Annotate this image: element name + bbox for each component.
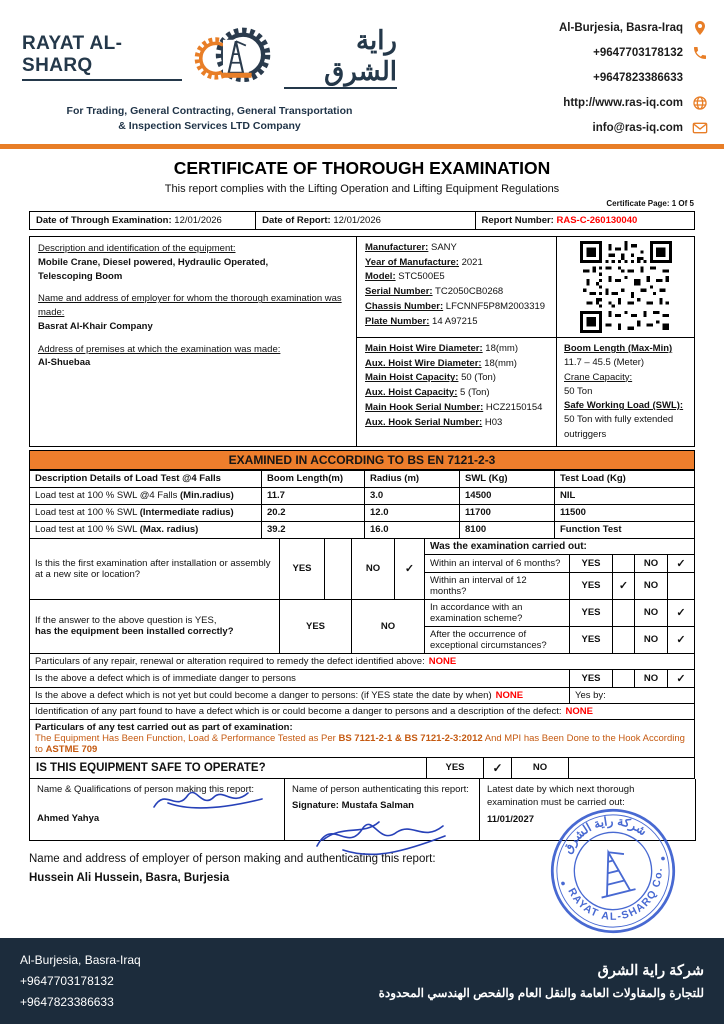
stamp-derrick-icon: [591, 848, 635, 898]
equipment-description-cell: [30, 237, 356, 446]
col-header-boom: Boom Length(m): [262, 470, 365, 487]
hoist-value: 50 (Ton): [461, 372, 496, 384]
spec-row: [365, 256, 548, 271]
load-desc-text: Load test at 100 % SWL: [35, 524, 140, 536]
load-radius: 3.0: [365, 487, 460, 504]
hoist-spec-list: [356, 337, 556, 446]
scheme-no-checkbox: ✓: [668, 600, 695, 627]
col-header-swl: SWL (Kg): [460, 470, 555, 487]
address-text: Al-Burjesia, Basra-Iraq: [559, 22, 683, 34]
test-seg2: BS 7121-2-1 & BS 7121-2-3:2012: [338, 732, 483, 744]
meta-table: [29, 211, 695, 230]
footer-address: Al-Burjesia, Basra-Iraq: [20, 952, 141, 967]
hoist-value: 5 (Ton): [460, 387, 490, 399]
boom-length-value: 11.7 – 45.5 (Meter): [564, 357, 645, 369]
scheme-yes-label: YES: [570, 600, 613, 627]
svg-text:شركة راية الشرق: [554, 804, 651, 858]
stamp-arabic-text: شركة راية الشرق: [560, 813, 650, 856]
report-maker-cell: [30, 779, 285, 841]
interval12-yes-checkbox: ✓: [613, 573, 635, 600]
authenticator-name: Signature: Mustafa Salman: [292, 800, 414, 812]
crane-capacity-value: 50 Ton: [564, 385, 593, 397]
hoist-label: Main Hook Serial Number:: [365, 401, 484, 413]
company-name-en: RAYAT AL-SHARQ: [22, 33, 182, 81]
load-desc: [30, 487, 262, 504]
load-desc: [30, 521, 262, 538]
website-link[interactable]: http://www.ras-iq.com: [563, 97, 683, 109]
company-logo-icon: [190, 14, 276, 100]
examined-banner: EXAMINED IN ACCORDING TO BS EN 7121-2-3: [29, 450, 695, 470]
next-examination-label: Latest date by which next thorough examination must be carried out:: [487, 783, 635, 809]
report-number-value: RAS-C-260130040: [556, 215, 638, 226]
load-desc-bold: (Min.radius): [180, 490, 234, 502]
certificate-title: CERTIFICATE OF THOROUGH EXAMINATION: [173, 158, 551, 178]
first-exam-no-label: NO: [352, 539, 395, 600]
scheme-yes-checkbox: [613, 600, 635, 627]
hoist-row: [365, 416, 548, 431]
contact-address-row: [559, 20, 708, 36]
phone1-text: +9647703178132: [593, 47, 683, 59]
load-test-row: [30, 504, 695, 521]
col-header-desc: Description Details of Load Test @4 Falls: [30, 470, 262, 487]
load-testload: Function Test: [555, 521, 695, 538]
equipment-desc-label: Description and identification of the equipment:: [38, 243, 236, 254]
equipment-desc-value-1: Mobile Crane, Diesel powered, Hydraulic Operated,: [38, 256, 269, 268]
logo-row: [22, 14, 397, 100]
boom-info-cell: [556, 337, 694, 446]
spec-row: [365, 270, 548, 285]
interval6-no-checkbox: ✓: [668, 555, 695, 573]
spec-value: TC2050CB0268: [435, 286, 504, 298]
question-installed-correctly: [30, 600, 280, 654]
interval6-yes-label: YES: [570, 555, 613, 573]
carried-out-header: Was the examination carried out:: [425, 539, 695, 555]
report-date-value: 12/01/2026: [333, 215, 381, 226]
swl-label: Safe Working Load (SWL):: [564, 400, 684, 411]
load-boom: 20.2: [262, 504, 365, 521]
future-danger-label: Is the above a defect which is not yet but could become a danger to persons: (if YES state the date by when): [35, 689, 492, 701]
test-seg3: And MPI has Been Done to the Hook According to: [35, 732, 685, 755]
footer-company-arabic: [379, 963, 704, 1000]
hoist-label: Aux. Hook Serial Number:: [365, 416, 483, 428]
hoist-row: [365, 401, 548, 416]
contact-phone2-row: [593, 70, 708, 86]
footer-contact: [20, 950, 141, 1013]
question-first-examination: Is this the first examination after installation or assembly at a new site or location?: [30, 539, 280, 600]
globe-icon: [692, 95, 708, 111]
hoist-label: Aux. Hoist Capacity:: [365, 387, 458, 399]
hoist-row: [365, 342, 548, 357]
test-particulars-value: [35, 733, 689, 755]
future-danger-question: [30, 688, 570, 704]
email-link[interactable]: info@ras-iq.com: [592, 122, 683, 134]
load-desc-bold: (Max. radius): [139, 524, 199, 536]
repair-particulars-value: NONE: [428, 655, 457, 667]
spec-label: Manufacturer:: [365, 242, 429, 253]
interval12-no-label: NO: [635, 573, 668, 600]
crane-capacity-label: Crane Capacity:: [564, 371, 633, 383]
footer: [0, 938, 724, 1024]
hoist-row: [365, 371, 548, 386]
spec-value: STC500E5: [398, 271, 445, 283]
load-test-header-row: [30, 470, 695, 487]
company-tagline: [22, 104, 397, 133]
load-radius: 12.0: [365, 504, 460, 521]
hoist-value: H03: [484, 416, 503, 428]
company-name-ar: راية الشرق: [284, 25, 397, 89]
load-test-table: [29, 470, 695, 539]
logo-block: [22, 14, 397, 136]
spec-value: 14 A97215: [432, 315, 478, 327]
next-examination-date: 11/01/2027: [487, 814, 535, 826]
safe-no-checkbox: [569, 758, 694, 778]
identification-label: Identification of any part found to have a defect which is or could become a danger to persons and a description of the defect:: [35, 705, 562, 717]
load-desc-text: Load test at 100 % SWL: [35, 507, 140, 519]
authenticator-label: Name of person authenticating this report:: [292, 783, 469, 795]
load-swl: 11700: [460, 504, 555, 521]
identification-value: NONE: [565, 705, 593, 717]
test-seg4: ASTME 709: [45, 743, 98, 755]
hoist-row: [365, 357, 548, 372]
footer-company-name-ar: شركة راية الشرق: [597, 962, 704, 979]
question-exam-scheme: In accordance with an examination scheme?: [425, 600, 570, 627]
spec-row: [365, 315, 548, 330]
spec-row: [365, 241, 548, 256]
certificate-page-number: Certificate Page: 1 Of 5: [606, 199, 694, 208]
load-swl: 8100: [460, 521, 555, 538]
test-particulars-label: Particulars of any test carried out as part of examination:: [35, 721, 293, 733]
col-header-testload: Test Load (Kg): [555, 470, 695, 487]
phone-icon: [692, 45, 708, 61]
future-danger-value: NONE: [495, 689, 524, 701]
certificate-subtitle: This report complies with the Lifting Operation and Lifting Equipment Regulations: [164, 183, 560, 195]
boom-length-label: Boom Length (Max-Min): [564, 343, 673, 354]
hoist-row: [365, 386, 548, 401]
exceptional-yes-checkbox: [613, 627, 635, 654]
qr-code: [580, 241, 672, 333]
authenticator-cell: [285, 779, 480, 841]
icon-spacer: [692, 70, 708, 86]
test-seg1: The Equipment Has Been Function, Load & Performance Tested as Per: [35, 732, 339, 744]
contact-website-row[interactable]: [563, 95, 708, 111]
phone2-text: +9647823386633: [593, 72, 683, 84]
report-date-label: Date of Report:: [262, 215, 331, 226]
report-maker-label: Name & Qualifications of person making this report:: [37, 783, 255, 795]
equipment-info-grid: [29, 236, 695, 447]
interval12-yes-label: YES: [570, 573, 613, 600]
immediate-yes-label: YES: [570, 670, 613, 688]
footer-tagline-ar: للتجارة والمقاولات العامة والنقل العام والفحص الهندسي المحدودة: [378, 985, 704, 1000]
load-desc: [30, 504, 262, 521]
exceptional-no-checkbox: ✓: [668, 627, 695, 654]
load-swl: 14500: [460, 487, 555, 504]
report-number-cell: [475, 212, 694, 230]
title-block: [0, 158, 724, 208]
spec-label: Plate Number:: [365, 315, 430, 327]
employer-value: Basrat Al-Khair Company: [38, 320, 153, 332]
interval6-yes-checkbox: [613, 555, 635, 573]
report-maker-name: Ahmed Yahya: [37, 813, 100, 825]
spec-row: [365, 285, 548, 300]
immediate-no-label: NO: [635, 670, 668, 688]
immediate-no-checkbox: ✓: [668, 670, 695, 688]
spec-label: Year of Manufacture:: [365, 256, 459, 268]
exam-date-cell: [30, 212, 256, 230]
load-desc-text: Load test at 100 % SWL @4 Falls: [35, 490, 181, 502]
load-boom: 39.2: [262, 521, 365, 538]
tagline-line2: & Inspection Services LTD Company: [118, 119, 301, 132]
load-boom: 11.7: [262, 487, 365, 504]
hoist-label: Main Hoist Capacity:: [365, 372, 459, 384]
question-exceptional: After the occurrence of exceptional circumstances?: [425, 627, 570, 654]
spec-value: 2021: [461, 256, 483, 268]
hoist-value: HCZ2150154: [485, 401, 543, 413]
question-interval-12: Within an interval of 12 months?: [425, 573, 570, 600]
installed-q-line1: If the answer to the above question is YES,: [35, 615, 217, 627]
envelope-icon: [692, 120, 708, 136]
equipment-desc-value-2: Telescoping Boom: [38, 270, 123, 282]
contact-info: [559, 14, 708, 136]
yes-by-cell: Yes by:: [570, 688, 695, 704]
interval6-no-label: NO: [635, 555, 668, 573]
interval12-no-checkbox: [668, 573, 695, 600]
tagline-line1: For Trading, General Contracting, General Transportation: [66, 105, 353, 117]
question-interval-6: Within an interval of 6 months?: [425, 555, 570, 573]
footer-phone1: +9647703178132: [20, 973, 114, 988]
premises-label: Address of premises at which the examination was made:: [38, 343, 281, 355]
repair-particulars-row: [30, 654, 695, 670]
examination-questions: [29, 539, 695, 779]
first-exam-no-checkbox: ✓: [395, 539, 425, 600]
repair-particulars-label: Particulars of any repair, renewal or alteration required to remedy the defect identified above:: [35, 655, 425, 667]
exceptional-no-label: NO: [635, 627, 668, 654]
safe-question: IS THIS EQUIPMENT SAFE TO OPERATE?: [30, 758, 427, 778]
stamp-english-text: RAYAT AL-SHARQ Co.: [565, 866, 665, 923]
hoist-value: 18(mm): [484, 357, 517, 369]
load-desc-bold: (Intermediate radius): [139, 507, 234, 519]
report-number-label: Report Number:: [481, 215, 554, 226]
spec-value: LFCNNF5P8M2003319: [445, 300, 546, 312]
load-test-row: [30, 487, 695, 504]
spec-label: Model:: [365, 271, 396, 283]
scheme-no-label: NO: [635, 600, 668, 627]
spec-value: SANY: [430, 242, 457, 253]
first-exam-yes-checkbox: [325, 539, 352, 600]
safe-no-label: NO: [512, 758, 569, 778]
load-test-row: [30, 521, 695, 538]
footer-phone2: +9647823386633: [20, 994, 114, 1009]
first-exam-yes-label: YES: [280, 539, 325, 600]
installed-q-line2: has the equipment been installed correctly?: [35, 626, 234, 638]
report-employer-label: Name and address of employer of person making and authenticating this report:: [29, 852, 436, 865]
test-particulars-row: [30, 720, 695, 758]
spec-list: [356, 237, 556, 337]
exceptional-yes-label: YES: [570, 627, 613, 654]
report-date-cell: [256, 212, 475, 230]
hoist-value: 18(mm): [485, 343, 519, 354]
installed-yes-label: YES: [280, 600, 352, 654]
exam-date-label: Date of Through Examination:: [36, 215, 172, 226]
safe-yes-label: YES: [427, 758, 484, 778]
spec-label: Chassis Number:: [365, 300, 444, 312]
col-header-radius: Radius (m): [365, 470, 460, 487]
swl-value: 50 Ton with fully extended outriggers: [564, 414, 674, 440]
identification-row: [30, 704, 695, 720]
safe-yes-checkbox: ✓: [484, 758, 512, 778]
premises-value: Al-Shuebaa: [38, 357, 91, 369]
exam-date-value: 12/01/2026: [174, 215, 222, 226]
safe-to-operate-row: [30, 758, 695, 779]
qr-code-cell: [556, 237, 694, 337]
contact-phone1-row: [593, 45, 708, 61]
header: [0, 0, 724, 136]
installed-no-label: NO: [352, 600, 425, 654]
immediate-yes-checkbox: [613, 670, 635, 688]
spec-label: Serial Number:: [365, 286, 433, 298]
load-radius: 16.0: [365, 521, 460, 538]
load-testload: NIL: [555, 487, 695, 504]
report-employer-value: Hussein Ali Hussein, Basra, Burjesia: [29, 872, 230, 885]
spec-row: [365, 300, 548, 315]
orange-divider: [0, 144, 724, 149]
immediate-danger-question: Is the above a defect which is of immediate danger to persons: [30, 670, 570, 688]
contact-email-row[interactable]: [593, 120, 708, 136]
employer-label: Name and address of employer for whom the thorough examination was made:: [38, 293, 342, 319]
load-testload: 11500: [555, 504, 695, 521]
hoist-label: Aux. Hoist Wire Diameter:: [365, 357, 482, 369]
hoist-label: Main Hoist Wire Diameter:: [365, 343, 483, 354]
location-pin-icon: [692, 20, 708, 36]
